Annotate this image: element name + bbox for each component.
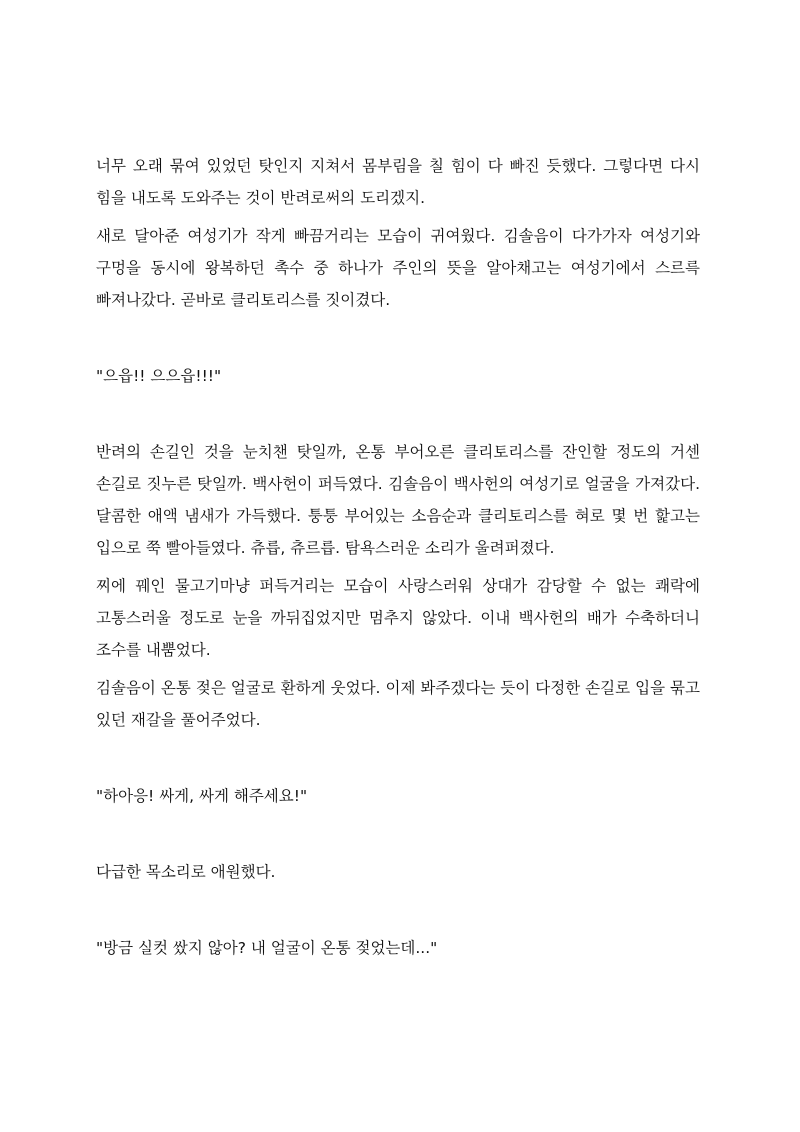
dialogue-line: "방금 실컷 쌌지 않아? 내 얼굴이 온통 젖었는데..." [96,939,438,957]
dialogue-line: "으읍!! 으으읍!!!" [96,367,222,385]
paragraph-gap [96,742,700,780]
paragraph-gap [96,818,700,856]
paragraph-gap [96,894,700,932]
dialogue-line: "하아응! 싸게, 싸게 해주세요!" [96,787,308,805]
paragraph: 김솔음이 온통 젖은 얼굴로 환하게 웃었다. 이제 봐주겠다는 듯이 다정한 손길로 입을 묶고 있던 재갈을 풀어주었다. [96,679,700,729]
paragraph-gap [96,322,700,360]
paragraph: 너무 오래 묶여 있었던 탓인지 지쳐서 몸부림을 칠 힘이 다 빠진 듯했다. 그렇다면 다시 힘을 내도록 도와주는 것이 반려로써의 도리겠지. [96,157,700,207]
paragraph: 찌에 꿰인 물고기마냥 퍼득거리는 모습이 사랑스러워 상대가 감당할 수 없는 쾌락에 고통스러울 정도로 눈을 까뒤집었지만 멈추지 않았다. 이내 백사헌의 배가 수축하더니 조수를 내뿜었다. [96,577,700,659]
paragraph: 다급한 목소리로 애원했다. [96,863,276,881]
document-page [96,150,700,970]
paragraph-gap [96,398,700,436]
paragraph: 반려의 손길인 것을 눈치챈 탓일까, 온통 부어오른 클리토리스를 잔인할 정도의 거센 손길로 짓누른 탓일까. 백사헌이 퍼득였다. 김솔음이 백사헌의 여성기로 얼굴을 가져갔다. 달콤한 애액 냄새가 가득했다. 퉁퉁 부어있는 소음순과 클리토리스를 혀로 몇 번 핥고는 입으로 쭉 빨아들였다. 츄릅, 츄르릅. 탐욕스러운 소리가 울려퍼졌다. [96,443,700,557]
paragraph: 새로 달아준 여성기가 작게 빠끔거리는 모습이 귀여웠다. 김솔음이 다가가자 여성기와 구멍을 동시에 왕복하던 촉수 중 하나가 주인의 뜻을 알아채고는 여성기에서 스르륵 빠져나갔다. 곧바로 클리토리스를 짓이겼다. [96,227,700,309]
